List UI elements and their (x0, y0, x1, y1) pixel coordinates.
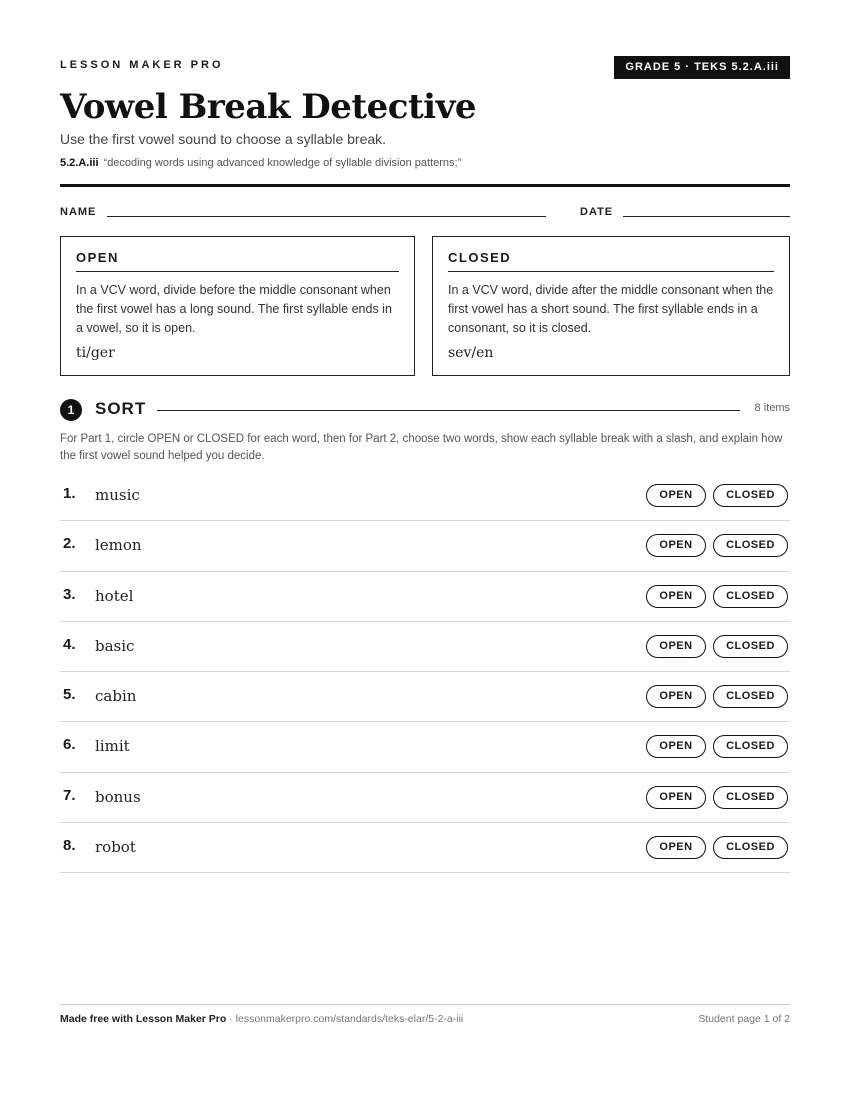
section-title: SORT (95, 399, 147, 418)
item-word: bonus (95, 787, 141, 806)
top-bar (60, 56, 790, 80)
item-word: limit (95, 737, 130, 756)
closed-choice-button[interactable]: CLOSED (713, 786, 788, 809)
open-choice-button[interactable]: OPEN (646, 484, 706, 507)
item-word: lemon (95, 536, 142, 555)
item-number: 5. (63, 686, 76, 704)
name-field[interactable] (107, 216, 546, 217)
page-title: Vowel Break Detective (60, 87, 476, 127)
open-choice-button[interactable]: OPEN (646, 534, 706, 557)
list-item (60, 521, 790, 571)
list-item (60, 622, 790, 672)
closed-choice-button[interactable]: CLOSED (713, 585, 788, 608)
closed-choice-button[interactable]: CLOSED (713, 484, 788, 507)
name-label: NAME (60, 206, 97, 218)
item-number: 7. (63, 786, 76, 804)
closed-heading: CLOSED (448, 250, 774, 272)
item-number: 6. (63, 736, 76, 754)
item-list (60, 471, 790, 873)
footer-url[interactable]: lessonmakerpro.com/standards/teks-elar/5-2-a-iii (235, 1013, 464, 1025)
item-word: music (95, 486, 140, 504)
open-choice-button[interactable]: OPEN (646, 836, 706, 859)
list-item (60, 722, 790, 772)
list-item (60, 823, 790, 873)
standard-line (60, 157, 461, 169)
open-choice-button[interactable]: OPEN (646, 786, 706, 809)
closed-example: sev/en (448, 345, 494, 361)
open-choice-button[interactable]: OPEN (646, 585, 706, 608)
item-word: hotel (95, 586, 134, 605)
date-field[interactable] (623, 216, 790, 217)
standard-code: 5.2.A.iii (60, 157, 99, 169)
header-divider (60, 184, 790, 187)
open-definition-box (60, 236, 415, 376)
footer-credit (60, 1013, 463, 1025)
item-number: 8. (63, 837, 76, 855)
open-example: ti/ger (76, 345, 115, 361)
closed-choice-button[interactable]: CLOSED (713, 635, 788, 658)
instructions: For Part 1, circle OPEN or CLOSED for each word, then for Part 2, choose two words, show each syllable break with a slash, and explain how the first vowel sound helped you decide. (60, 433, 783, 462)
closed-choice-button[interactable]: CLOSED (713, 836, 788, 859)
brand-name: LESSON MAKER PRO (60, 59, 224, 71)
footer-made-with: Made free with Lesson Maker Pro (60, 1013, 227, 1025)
open-heading: OPEN (76, 250, 399, 272)
list-item (60, 672, 790, 722)
footer-page-number: Student page 1 of 2 (698, 1013, 790, 1025)
item-number: 2. (63, 535, 76, 553)
list-item (60, 572, 790, 622)
page-subtitle: Use the first vowel sound to choose a syllable break. (60, 131, 387, 147)
item-count: 8 items (754, 402, 790, 414)
closed-definition-box (432, 236, 790, 376)
date-label: DATE (580, 206, 614, 218)
page-footer (60, 1004, 790, 1035)
open-choice-button[interactable]: OPEN (646, 635, 706, 658)
section-rule (157, 410, 740, 411)
grade-badge: GRADE 5 · TEKS 5.2.A.iii (614, 56, 790, 79)
closed-description: In a VCV word, divide after the middle consonant when the first vowel has a short sound. The first syllable ends in a consonant, so it is closed. (448, 283, 774, 335)
item-number: 4. (63, 635, 76, 653)
open-description: In a VCV word, divide before the middle consonant when the first vowel has a long sound. The first syllable ends in a vowel, so it is open. (76, 283, 392, 335)
footer-separator: · (226, 1013, 236, 1025)
list-item (60, 773, 790, 823)
item-word: cabin (95, 687, 137, 706)
closed-choice-button[interactable]: CLOSED (713, 534, 788, 557)
section-header (60, 398, 790, 422)
item-word: robot (95, 838, 136, 857)
list-item (60, 471, 790, 521)
section-number-badge: 1 (60, 399, 82, 421)
item-word: basic (95, 636, 135, 655)
open-choice-button[interactable]: OPEN (646, 685, 706, 708)
standard-text: “decoding words using advanced knowledge of syllable division patterns;” (103, 157, 462, 169)
closed-choice-button[interactable]: CLOSED (713, 735, 788, 758)
closed-choice-button[interactable]: CLOSED (713, 685, 788, 708)
item-number: 3. (63, 585, 76, 603)
name-date-row (60, 205, 790, 219)
item-number: 1. (63, 485, 76, 502)
open-choice-button[interactable]: OPEN (646, 735, 706, 758)
